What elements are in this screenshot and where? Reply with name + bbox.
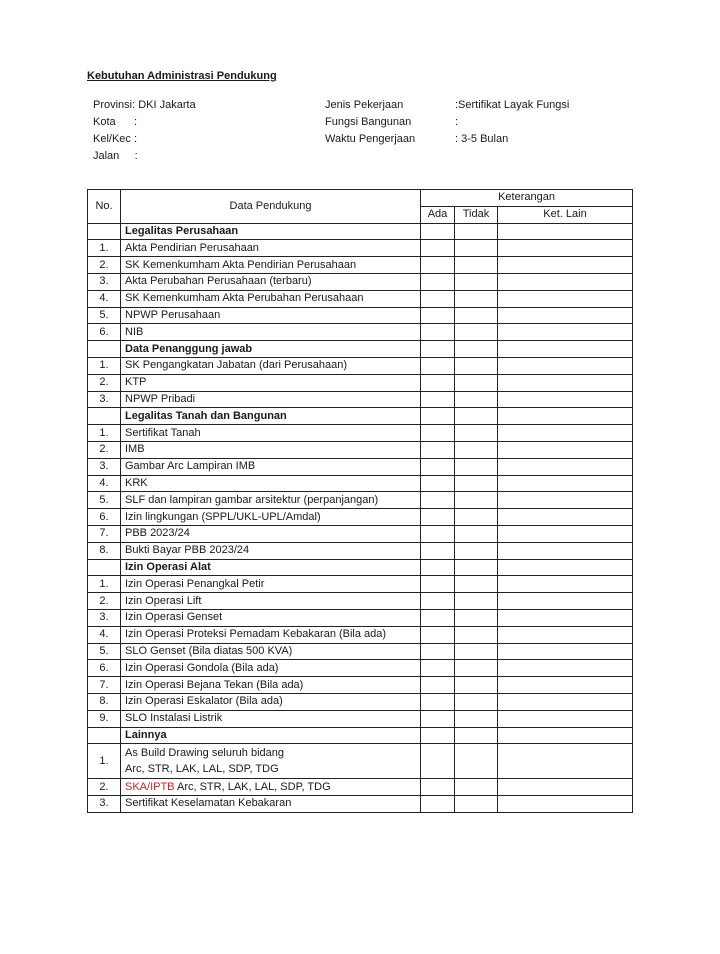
tidak-cell[interactable] [455, 779, 498, 796]
table-row [88, 290, 633, 307]
ada-cell[interactable] [421, 779, 455, 796]
item-description [121, 744, 421, 779]
ket-lain-cell[interactable] [498, 576, 633, 593]
tidak-cell[interactable] [455, 559, 498, 576]
ket-lain-cell[interactable] [498, 425, 633, 442]
header-tidak: Tidak [455, 206, 498, 223]
item-description: Sertifikat Tanah [121, 425, 421, 442]
item-number: 1. [88, 240, 121, 257]
item-number: 1. [88, 576, 121, 593]
ket-lain-cell[interactable] [498, 744, 633, 779]
table-row [88, 391, 633, 408]
header-ada: Ada [421, 206, 455, 223]
ada-cell[interactable] [421, 357, 455, 374]
ada-cell[interactable] [421, 475, 455, 492]
item-description: Izin Operasi Lift [121, 593, 421, 610]
ada-cell[interactable] [421, 492, 455, 509]
tidak-cell[interactable] [455, 240, 498, 257]
table-row [88, 693, 633, 710]
item-description: Izin Operasi Proteksi Pemadam Kebakaran (Bila ada) [121, 626, 421, 643]
ket-lain-cell[interactable] [498, 257, 633, 274]
item-description: Bukti Bayar PBB 2023/24 [121, 542, 421, 559]
ada-cell[interactable] [421, 374, 455, 391]
table-row [88, 710, 633, 727]
ket-lain-cell[interactable] [498, 660, 633, 677]
item-number: 6. [88, 324, 121, 341]
highlighted-text: SKA/IPTB [125, 780, 175, 793]
tidak-cell[interactable] [455, 542, 498, 559]
tidak-cell[interactable] [455, 441, 498, 458]
ada-cell[interactable] [421, 425, 455, 442]
ada-cell[interactable] [421, 257, 455, 274]
header-data-pendukung: Data Pendukung [121, 190, 421, 224]
table-row [88, 257, 633, 274]
item-number: 3. [88, 796, 121, 813]
item-description: IMB [121, 441, 421, 458]
table-row [88, 660, 633, 677]
item-description: Gambar Arc Lampiran IMB [121, 458, 421, 475]
ada-cell[interactable] [421, 341, 455, 358]
item-description: SLO Genset (Bila diatas 500 KVA) [121, 643, 421, 660]
item-number: 2. [88, 593, 121, 610]
ket-lain-cell[interactable] [498, 290, 633, 307]
ket-lain-cell[interactable] [498, 693, 633, 710]
tidak-cell[interactable] [455, 425, 498, 442]
item-description: NPWP Perusahaan [121, 307, 421, 324]
item-number: 5. [88, 492, 121, 509]
table-row [88, 744, 633, 779]
item-number: 7. [88, 525, 121, 542]
ket-lain-cell[interactable] [498, 727, 633, 744]
item-description: Izin Operasi Penangkal Petir [121, 576, 421, 593]
section-no-cell [88, 223, 121, 240]
ket-lain-cell[interactable] [498, 796, 633, 813]
item-description: Izin Operasi Bejana Tekan (Bila ada) [121, 677, 421, 694]
info-kelkec: Kel/Kec : [93, 133, 138, 145]
item-number: 6. [88, 509, 121, 526]
tidak-cell[interactable] [455, 458, 498, 475]
tidak-cell[interactable] [455, 357, 498, 374]
ket-lain-cell[interactable] [498, 341, 633, 358]
item-description: Izin Operasi Eskalator (Bila ada) [121, 693, 421, 710]
section-title: Lainnya [121, 727, 421, 744]
tidak-cell[interactable] [455, 677, 498, 694]
table-row [88, 796, 633, 813]
item-description [121, 779, 421, 796]
tidak-cell[interactable] [455, 307, 498, 324]
document-title: Kebutuhan Administrasi Pendukung [87, 70, 277, 82]
ket-lain-cell[interactable] [498, 609, 633, 626]
ada-cell[interactable] [421, 223, 455, 240]
item-description: SK Kemenkumham Akta Perubahan Perusahaan [121, 290, 421, 307]
ada-cell[interactable] [421, 796, 455, 813]
ket-lain-cell[interactable] [498, 509, 633, 526]
item-number: 2. [88, 374, 121, 391]
document-checklist-table [87, 189, 633, 813]
section-no-cell [88, 341, 121, 358]
ada-cell[interactable] [421, 324, 455, 341]
item-description: PBB 2023/24 [121, 525, 421, 542]
ket-lain-cell[interactable] [498, 273, 633, 290]
table-row [88, 273, 633, 290]
item-description: Izin Operasi Genset [121, 609, 421, 626]
ket-lain-cell[interactable] [498, 324, 633, 341]
ada-cell[interactable] [421, 660, 455, 677]
item-number: 6. [88, 660, 121, 677]
ket-lain-cell[interactable] [498, 408, 633, 425]
ada-cell[interactable] [421, 727, 455, 744]
ada-cell[interactable] [421, 593, 455, 610]
item-description: Sertifikat Keselamatan Kebakaran [121, 796, 421, 813]
ada-cell[interactable] [421, 391, 455, 408]
table-row [88, 441, 633, 458]
ket-lain-cell[interactable] [498, 458, 633, 475]
item-number: 1. [88, 425, 121, 442]
tidak-cell[interactable] [455, 374, 498, 391]
item-number: 3. [88, 391, 121, 408]
ket-lain-cell[interactable] [498, 643, 633, 660]
item-number: 5. [88, 307, 121, 324]
item-text: Arc, STR, LAK, LAL, SDP, TDG [174, 780, 331, 793]
ada-cell[interactable] [421, 609, 455, 626]
item-number: 5. [88, 643, 121, 660]
table-row [88, 492, 633, 509]
value-jenis-pekerjaan: :Sertifikat Layak Fungsi [455, 99, 570, 111]
section-no-cell [88, 408, 121, 425]
tidak-cell[interactable] [455, 626, 498, 643]
ket-lain-cell[interactable] [498, 240, 633, 257]
item-description: SK Kemenkumham Akta Pendirian Perusahaan [121, 257, 421, 274]
table-row [88, 609, 633, 626]
table-body [88, 223, 633, 812]
info-jalan: Jalan : [93, 150, 138, 162]
item-description: Izin Operasi Gondola (Bila ada) [121, 660, 421, 677]
project-info-labels [325, 97, 415, 148]
tidak-cell[interactable] [455, 391, 498, 408]
item-description: KRK [121, 475, 421, 492]
table-row [88, 525, 633, 542]
ket-lain-cell[interactable] [498, 626, 633, 643]
item-description: Izin lingkungan (SPPL/UKL-UPL/Amdal) [121, 509, 421, 526]
value-waktu-pengerjaan: : 3-5 Bulan [455, 133, 509, 145]
ada-cell[interactable] [421, 710, 455, 727]
table-row [88, 593, 633, 610]
item-number: 7. [88, 677, 121, 694]
label-fungsi-bangunan: Fungsi Bangunan [325, 116, 412, 128]
tidak-cell[interactable] [455, 593, 498, 610]
table-row [88, 307, 633, 324]
item-number: 3. [88, 609, 121, 626]
ada-cell[interactable] [421, 307, 455, 324]
header-keterangan: Keterangan [421, 190, 633, 207]
table-row [88, 677, 633, 694]
table-row [88, 576, 633, 593]
section-row [88, 223, 633, 240]
table-row [88, 643, 633, 660]
label-jenis-pekerjaan: Jenis Pekerjaan [325, 99, 404, 111]
item-description: SLO Instalasi Listrik [121, 710, 421, 727]
ada-cell[interactable] [421, 677, 455, 694]
tidak-cell[interactable] [455, 290, 498, 307]
tidak-cell[interactable] [455, 796, 498, 813]
item-number: 4. [88, 290, 121, 307]
tidak-cell[interactable] [455, 710, 498, 727]
item-number: 2. [88, 779, 121, 796]
ket-lain-cell[interactable] [498, 223, 633, 240]
item-description: Akta Pendirian Perusahaan [121, 240, 421, 257]
section-row [88, 727, 633, 744]
ada-cell[interactable] [421, 576, 455, 593]
info-kota: Kota : [93, 116, 138, 128]
ada-cell[interactable] [421, 509, 455, 526]
tidak-cell[interactable] [455, 660, 498, 677]
info-provinsi: Provinsi: DKI Jakarta [93, 99, 196, 111]
ada-cell[interactable] [421, 273, 455, 290]
ada-cell[interactable] [421, 626, 455, 643]
item-number: 1. [88, 357, 121, 374]
ket-lain-cell[interactable] [498, 374, 633, 391]
item-text-line-2: Arc, STR, LAK, LAL, SDP, TDG [125, 763, 279, 776]
header-no: No. [88, 190, 121, 224]
section-row [88, 559, 633, 576]
location-info [93, 97, 196, 165]
table-row [88, 240, 633, 257]
tidak-cell[interactable] [455, 576, 498, 593]
tidak-cell[interactable] [455, 341, 498, 358]
ket-lain-cell[interactable] [498, 357, 633, 374]
item-number: 8. [88, 542, 121, 559]
ket-lain-cell[interactable] [498, 307, 633, 324]
ada-cell[interactable] [421, 525, 455, 542]
ada-cell[interactable] [421, 744, 455, 779]
table-row [88, 626, 633, 643]
ada-cell[interactable] [421, 408, 455, 425]
tidak-cell[interactable] [455, 324, 498, 341]
ket-lain-cell[interactable] [498, 542, 633, 559]
tidak-cell[interactable] [455, 273, 498, 290]
item-number: 8. [88, 693, 121, 710]
item-description: SK Pengangkatan Jabatan (dari Perusahaan) [121, 357, 421, 374]
section-title: Legalitas Tanah dan Bangunan [121, 408, 421, 425]
ada-cell[interactable] [421, 458, 455, 475]
item-number: 9. [88, 710, 121, 727]
ket-lain-cell[interactable] [498, 677, 633, 694]
section-title: Legalitas Perusahaan [121, 223, 421, 240]
section-no-cell [88, 559, 121, 576]
item-text-line-1: As Build Drawing seluruh bidang [125, 747, 284, 760]
ada-cell[interactable] [421, 240, 455, 257]
ada-cell[interactable] [421, 559, 455, 576]
ket-lain-cell[interactable] [498, 559, 633, 576]
tidak-cell[interactable] [455, 744, 498, 779]
item-description: SLF dan lampiran gambar arsitektur (perpanjangan) [121, 492, 421, 509]
project-info-values [455, 97, 569, 148]
item-number: 1. [88, 744, 121, 779]
section-title: Data Penanggung jawab [121, 341, 421, 358]
table-row [88, 374, 633, 391]
item-description: Akta Perubahan Perusahaan (terbaru) [121, 273, 421, 290]
table-row [88, 458, 633, 475]
table-row [88, 425, 633, 442]
tidak-cell[interactable] [455, 509, 498, 526]
section-no-cell [88, 727, 121, 744]
value-fungsi-bangunan: : [455, 116, 459, 128]
ada-cell[interactable] [421, 542, 455, 559]
tidak-cell[interactable] [455, 492, 498, 509]
tidak-cell[interactable] [455, 525, 498, 542]
header-ket-lain: Ket. Lain [498, 206, 633, 223]
ket-lain-cell[interactable] [498, 779, 633, 796]
table-row [88, 324, 633, 341]
ket-lain-cell[interactable] [498, 593, 633, 610]
ada-cell[interactable] [421, 290, 455, 307]
ket-lain-cell[interactable] [498, 710, 633, 727]
tidak-cell[interactable] [455, 408, 498, 425]
table-row [88, 779, 633, 796]
ket-lain-cell[interactable] [498, 525, 633, 542]
item-description: NPWP Pribadi [121, 391, 421, 408]
ket-lain-cell[interactable] [498, 441, 633, 458]
table-row [88, 475, 633, 492]
tidak-cell[interactable] [455, 727, 498, 744]
table-row [88, 542, 633, 559]
tidak-cell[interactable] [455, 475, 498, 492]
ada-cell[interactable] [421, 441, 455, 458]
tidak-cell[interactable] [455, 609, 498, 626]
section-row [88, 408, 633, 425]
item-number: 4. [88, 626, 121, 643]
section-row [88, 341, 633, 358]
item-number: 3. [88, 273, 121, 290]
section-title: Izin Operasi Alat [121, 559, 421, 576]
item-number: 4. [88, 475, 121, 492]
table-row [88, 357, 633, 374]
tidak-cell[interactable] [455, 643, 498, 660]
ket-lain-cell[interactable] [498, 492, 633, 509]
table-row [88, 509, 633, 526]
tidak-cell[interactable] [455, 223, 498, 240]
ada-cell[interactable] [421, 693, 455, 710]
item-description: NIB [121, 324, 421, 341]
label-waktu-pengerjaan: Waktu Pengerjaan [325, 133, 416, 145]
ket-lain-cell[interactable] [498, 475, 633, 492]
ada-cell[interactable] [421, 643, 455, 660]
tidak-cell[interactable] [455, 693, 498, 710]
item-number: 2. [88, 441, 121, 458]
ket-lain-cell[interactable] [498, 391, 633, 408]
item-number: 2. [88, 257, 121, 274]
tidak-cell[interactable] [455, 257, 498, 274]
item-number: 3. [88, 458, 121, 475]
item-description: KTP [121, 374, 421, 391]
